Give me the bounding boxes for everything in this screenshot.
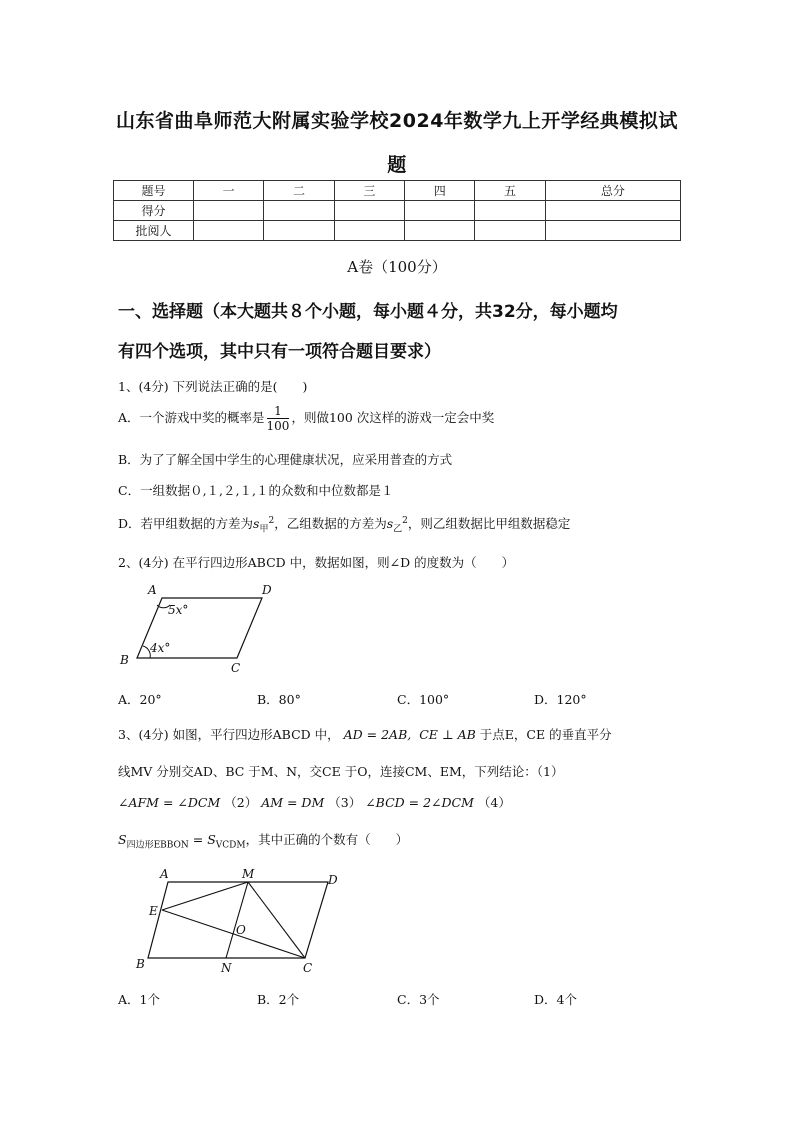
score-cell: [334, 201, 404, 221]
variance-superscript: 2: [268, 515, 275, 526]
score-cell: [475, 221, 545, 241]
q3-number: （4）: [477, 795, 511, 810]
score-cell: [405, 201, 475, 221]
variance-subscript: 乙: [393, 524, 403, 535]
equals-sign: =: [188, 832, 208, 847]
fraction-numerator: 1: [267, 404, 290, 419]
q3-condition-2: CE ⊥ AB: [419, 727, 476, 742]
score-cell: [264, 201, 334, 221]
q2-option-c: C．100°: [397, 692, 450, 707]
doc-title-line2: 题: [387, 154, 407, 176]
segment-em: [162, 882, 248, 910]
q3-number: （2）: [224, 795, 258, 810]
q1-d-text: D．若甲组数据的方差为: [118, 516, 254, 531]
label-m: M: [242, 867, 255, 881]
score-cell: 五: [475, 181, 545, 201]
area-symbol: S: [207, 832, 216, 847]
score-cell: [545, 221, 680, 241]
label-b: B: [120, 653, 129, 667]
q3-parallelogram-figure: [130, 862, 350, 980]
score-table-row: [114, 201, 681, 221]
variance-symbol: s: [253, 516, 260, 531]
label-d: D: [328, 873, 338, 887]
area-subscript: VCDM: [215, 840, 246, 851]
parallelogram-shape: [148, 882, 328, 958]
part1-heading-line1: 一、选择题（本大题共８个小题，每小题４分，共32分，每小题均: [118, 302, 618, 322]
q3-line4: [118, 830, 408, 851]
score-cell: [334, 221, 404, 241]
label-c: C: [303, 961, 313, 975]
label-c: C: [231, 661, 241, 674]
part1-heading-line2: 有四个选项，其中只有一项符合题目要求）: [118, 342, 441, 362]
score-cell: [405, 221, 475, 241]
label-a: A: [160, 867, 169, 881]
angle-b-label: 4x°: [150, 641, 171, 655]
score-table: [113, 180, 681, 241]
q1-a-text-end: ，则做100 次这样的游戏一定会中奖: [291, 410, 495, 425]
q2-option-d: D．120°: [534, 692, 587, 707]
angle-a-label: 5x°: [168, 603, 189, 617]
q3-option-d: D．4个: [534, 992, 577, 1007]
q1-option-b: B．为了了解全国中学生的心理健康状况，应采用普查的方式: [118, 452, 453, 467]
label-o: O: [236, 923, 246, 937]
q1-a-fraction: [267, 404, 290, 433]
label-b: B: [136, 957, 145, 971]
section-a-title: A卷（100分）: [347, 258, 447, 276]
q1-a-text: A．一个游戏中奖的概率是: [118, 410, 265, 425]
score-table-header-row: [114, 181, 681, 201]
score-cell: [264, 221, 334, 241]
score-cell: [475, 201, 545, 221]
segment-mn: [226, 882, 248, 958]
segment-mc: [248, 882, 305, 958]
score-cell: [194, 201, 264, 221]
q2-parallelogram-figure: [112, 578, 292, 674]
q3-condition-1: AD = 2AB,: [343, 727, 412, 742]
q3-line4-text: ，其中正确的个数有（ ）: [245, 832, 409, 847]
label-n: N: [221, 961, 232, 975]
q1-stem: 1、(4分) 下列说法正确的是( ): [118, 379, 308, 394]
score-cell: [194, 221, 264, 241]
q1-d-text-end: ，则乙组数据比甲组数据稳定: [407, 516, 571, 531]
q3-stem-text-end: 于点E，CE 的垂直平分: [479, 727, 612, 742]
score-cell: 批阅人: [114, 221, 194, 241]
q2-option-a: A．20°: [118, 692, 162, 707]
q3-option-c: C．3个: [397, 992, 440, 1007]
label-e: E: [149, 904, 158, 918]
doc-title-line1: 山东省曲阜师范大附属实验学校2024年数学九上开学经典模拟试: [116, 110, 678, 132]
area-subscript: 四边形EBBON: [126, 840, 189, 851]
score-cell: [545, 201, 680, 221]
variance-subscript: 甲: [259, 524, 269, 535]
score-table-row: [114, 221, 681, 241]
q3-conclusion-1: ∠AFM = ∠DCM: [118, 795, 221, 810]
score-cell: 得分: [114, 201, 194, 221]
score-cell: 题号: [114, 181, 194, 201]
area-symbol: S: [118, 832, 127, 847]
label-a: A: [148, 583, 157, 597]
score-cell: 总分: [545, 181, 680, 201]
q3-number: （3）: [328, 795, 362, 810]
score-cell: 四: [405, 181, 475, 201]
q3-option-b: B．2个: [257, 992, 300, 1007]
q3-conclusion-3: ∠BCD = 2∠DCM: [365, 795, 474, 810]
score-cell: 三: [334, 181, 404, 201]
q1-option-d: [118, 514, 570, 535]
label-d: D: [262, 583, 272, 597]
q1-option-c: C．一组数据０,１,２,１,１的众数和中位数都是１: [118, 483, 394, 498]
q3-conclusion-2: AM = DM: [261, 795, 325, 810]
q3-stem-text: 3、(4分) 如图，平行四边形ABCD 中，: [118, 727, 340, 742]
q3-stem: [118, 725, 612, 743]
q3-line2: 线MV 分别交AD、BC 于M、N，交CE 于O，连接CM、EM，下列结论：（1）: [118, 764, 564, 779]
fraction-denominator: 100: [266, 419, 290, 433]
score-cell: 二: [264, 181, 334, 201]
q2-option-b: B．80°: [257, 692, 301, 707]
variance-superscript: 2: [402, 515, 408, 526]
variance-symbol: s: [386, 516, 394, 531]
q1-option-a: [118, 404, 494, 433]
q2-stem: 2、(4分) 在平行四边形ABCD 中，数据如图，则∠D 的度数为（ ）: [118, 555, 515, 570]
score-cell: 一: [194, 181, 264, 201]
q1-d-text-mid: ，乙组数据的方差为: [274, 516, 387, 531]
q3-line3: [118, 793, 511, 811]
q3-option-a: A．1个: [118, 992, 160, 1007]
